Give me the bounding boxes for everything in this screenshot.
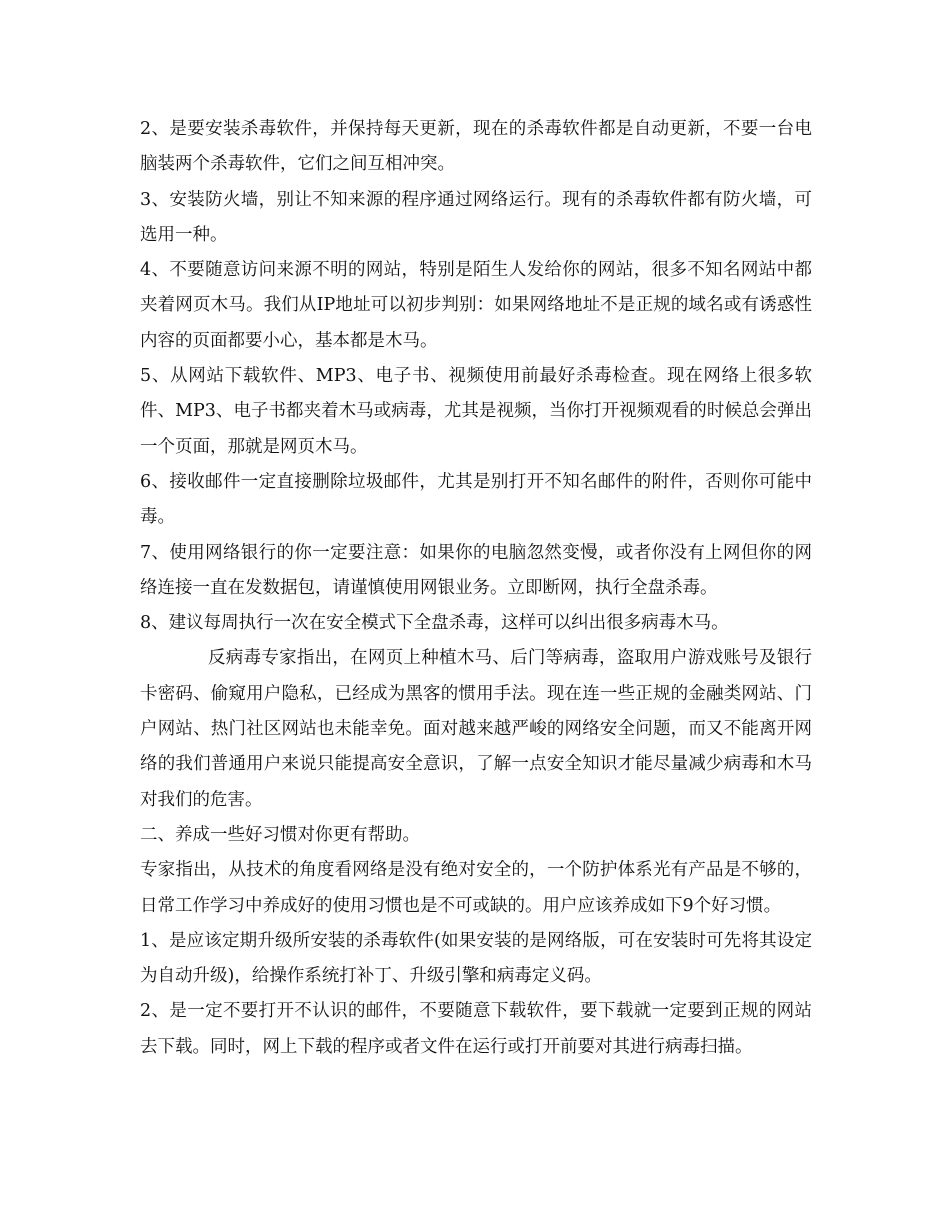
paragraph-expert-intro: 专家指出，从技术的角度看网络是没有绝对安全的，一个防护体系光有产品是不够的，日常工作学习中养成好的使用习惯也是不可或缺的。用户应该养成如下9个好习惯。: [140, 860, 812, 916]
paragraph-tip-7: 7、使用网络银行的你一定要注意：如果你的电脑忽然变慢，或者你没有上网但你的网络连接一直在发数据包，请谨慎使用网银业务。立即断网，执行全盘杀毒。: [140, 542, 812, 598]
paragraph-habit-1: 1、是应该定期升级所安装的杀毒软件(如果安装的是网络版，可在安装时可先将其设定为自动升级)，给操作系统打补丁、升级引擎和病毒定义码。: [140, 930, 812, 987]
section-heading-good-habits: 二、养成一些好习惯对你更有帮助。: [140, 824, 420, 845]
paragraph-tip-6: 6、接收邮件一定直接删除垃圾邮件，尤其是别打开不知名邮件的附件，否则你可能中毒。: [140, 471, 812, 528]
paragraph-expert-summary: 反病毒专家指出，在网页上种植木马、后门等病毒，盗取用户游戏账号及银行卡密码、偷窥用户隐私，已经成为黑客的惯用手法。现在连一些正规的金融类网站、门户网站、热门社区网站也未能幸免。面对越来越严峻的网络安全问题，而又不能离开网络的我们普通用户来说只能提高安全意识，了解一点安全知识才能尽量减少病毒和木马对我们的危害。: [140, 648, 812, 810]
paragraph-tip-4: 4、不要随意访问来源不明的网站，特别是陌生人发给你的网站，很多不知名网站中都夹着网页木马。我们从IP地址可以初步判别：如果网络地址不是正规的域名或有诱惑性内容的页面都要小心，基本都是木马。: [140, 260, 812, 351]
paragraph-habit-2: 2、是一定不要打开不认识的邮件，不要随意下载软件，要下载就一定要到正规的网站去下载。同时，网上下载的程序或者文件在运行或打开前要对其进行病毒扫描。: [140, 1001, 812, 1057]
paragraph-tip-3: 3、安装防火墙，别让不知来源的程序通过网络运行。现有的杀毒软件都有防火墙，可选用一种。: [140, 189, 812, 245]
paragraph-tip-2: 2、是要安装杀毒软件，并保持每天更新，现在的杀毒软件都是自动更新，不要一台电脑装两个杀毒软件，它们之间互相冲突。: [140, 119, 812, 175]
document-body: [140, 112, 812, 1065]
paragraph-tip-8: 8、建议每周执行一次在安全模式下全盘杀毒，这样可以纠出很多病毒木马。: [140, 613, 729, 634]
paragraph-tip-5: 5、从网站下载软件、MP3、电子书、视频使用前最好杀毒检查。现在网络上很多软件、MP3、电子书都夹着木马或病毒，尤其是视频，当你打开视频观看的时候总会弹出一个页面，那就是网页木马。: [140, 366, 812, 457]
